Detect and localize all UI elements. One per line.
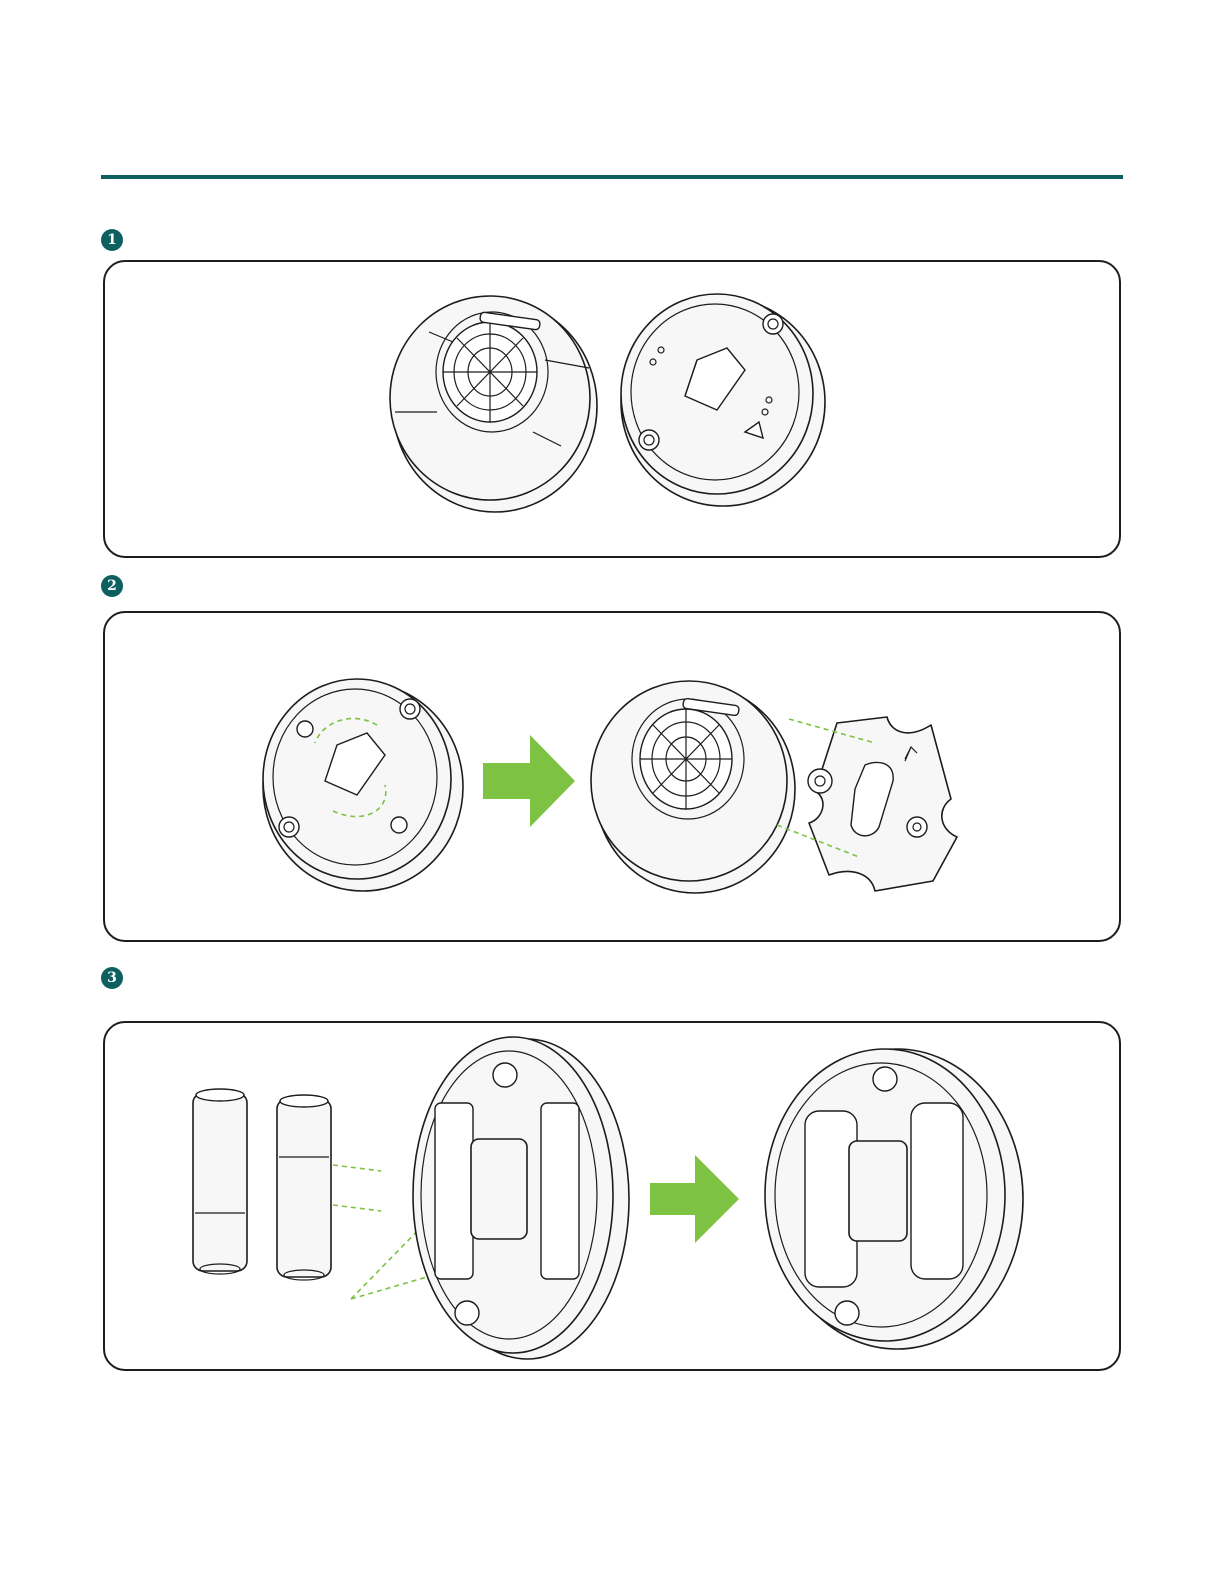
sensor-front-view <box>390 296 597 512</box>
step-number-1: 1 <box>101 229 123 251</box>
header-divider <box>101 175 1123 179</box>
sensor-back-view <box>621 294 825 506</box>
step-3-illustration <box>105 1023 1121 1371</box>
step-2-panel <box>103 611 1121 942</box>
mounting-plate <box>808 717 957 891</box>
next-step-arrow-icon <box>650 1155 739 1243</box>
open-battery-compartment <box>413 1037 629 1359</box>
loaded-battery-compartment <box>765 1049 1023 1349</box>
insert-arrow-upper <box>333 1165 381 1171</box>
battery-icon <box>193 1089 247 1274</box>
step-number-2: 2 <box>101 575 123 597</box>
next-step-arrow-icon <box>483 735 575 827</box>
step-1-illustration <box>105 262 1121 558</box>
step-1-panel <box>103 260 1121 558</box>
base-rotate-view <box>263 679 463 891</box>
step-3-panel <box>103 1021 1121 1371</box>
insert-arrow-lower <box>333 1205 381 1211</box>
battery-icon <box>277 1095 331 1280</box>
sensor-front-view <box>591 681 795 893</box>
step-number-3: 3 <box>101 967 123 989</box>
step-2-illustration <box>105 613 1121 942</box>
